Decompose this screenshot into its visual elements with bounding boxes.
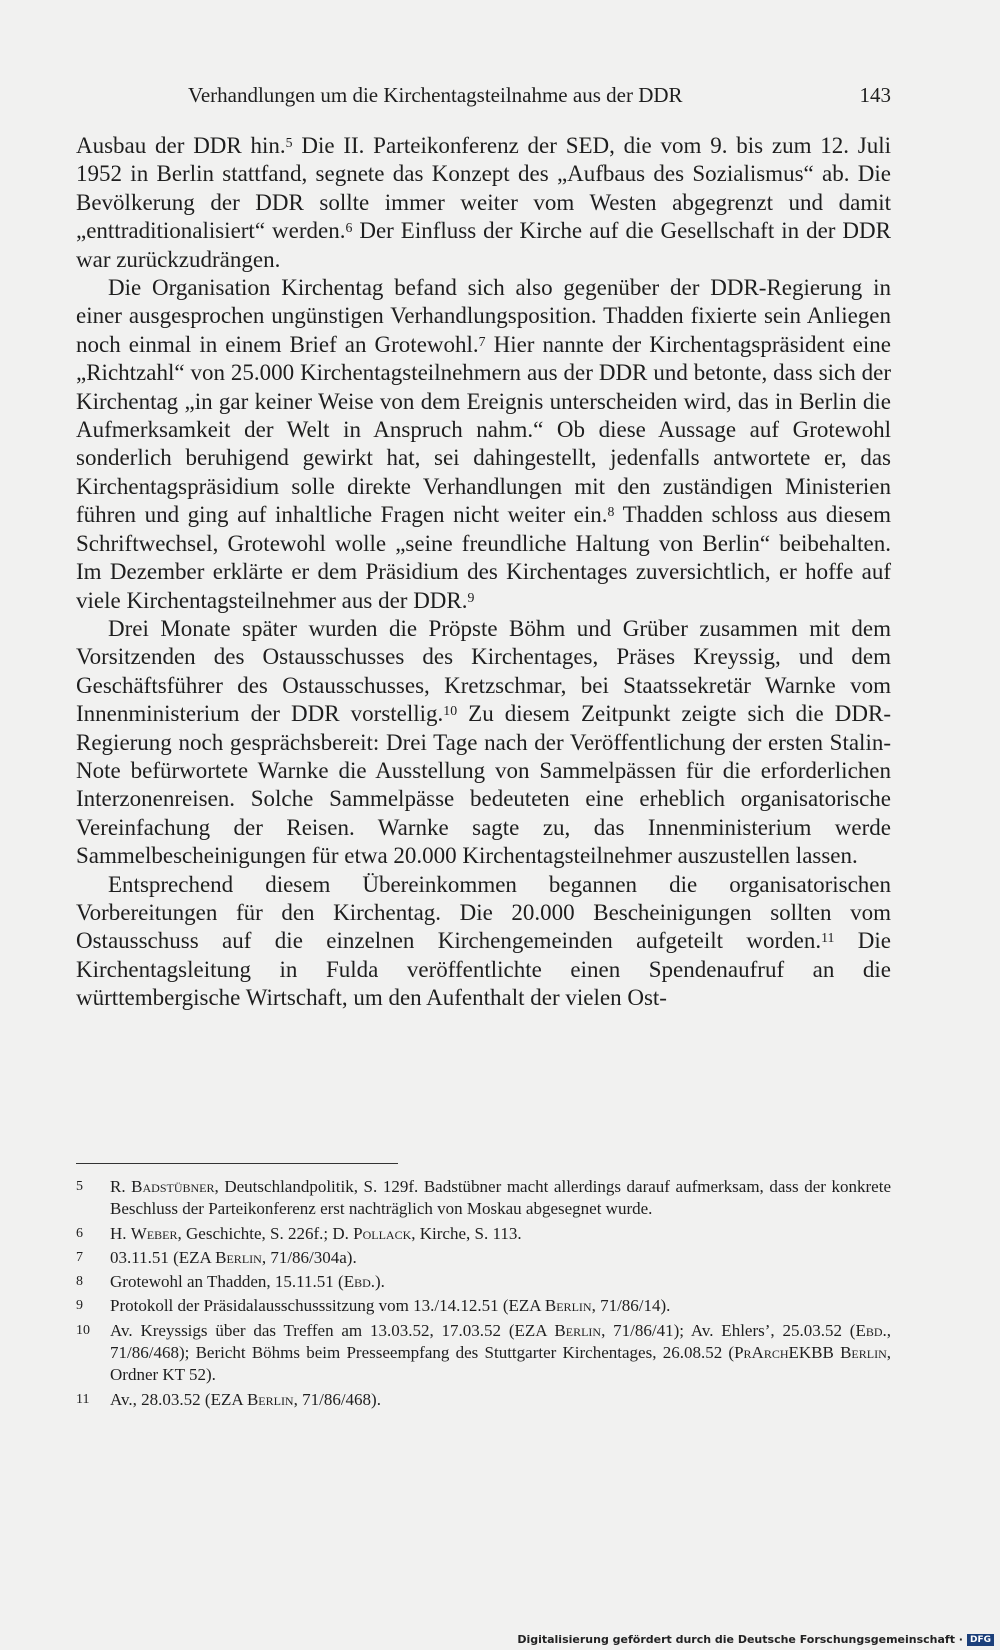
text-run: Ausbau der DDR hin. [76, 133, 286, 158]
text-run: , 71/86/14). [591, 1296, 671, 1316]
author-name: Ebd. [343, 1272, 376, 1292]
text-run: , 71/86/304a). [261, 1247, 357, 1267]
text-run: 03.11.51 (EZA [110, 1247, 216, 1267]
author-name: Berlin [554, 1320, 602, 1340]
footnote-reference: 6 [345, 220, 353, 236]
text-run: , Geschichte, S. 226f.; D. [177, 1223, 354, 1243]
text-run: R. [110, 1177, 132, 1196]
footnote [76, 1247, 891, 1269]
text-run: Thadden schloss aus diesem Schriftwechsel, Grotewohl wolle „seine freundliche Haltung von Berlin“ beibehalten. Im Dezember erklärte er dem Präsidium des Kirchentages zuversichtlich, er hoffe auf viele Kirchentagsteilnehmer aus der DDR. [76, 502, 891, 613]
body-paragraph [76, 871, 891, 1013]
text-run: Grotewohl an Thadden, 15.11.51 ( [110, 1272, 344, 1292]
text-run: Zu diesem Zeitpunkt zeigte sich die DDR-Regierung noch gesprächsbereit: Drei Tage nach der Veröffentlichung der ersten Stalin-Note befürwortete Warnke die Ausstellung von Sammelpässen für die erforderlichen Interzonenreisen. Solche Sammelpässe bedeuteten eine erheblich organisatorische Vereinfachung der Reisen. Warnke sagte zu, das Innenministerium werde Sammelbescheinigungen für etwa 20.000 Kirchentagsteilnehmer auszustellen lassen. [76, 701, 891, 869]
author-name: Ebd. [855, 1320, 887, 1340]
footnote-number: 8 [76, 1274, 83, 1290]
text-run: , 71/86/468); Bericht Böhms beim Presseempfang des Stuttgarter Kirchentages, 26.08.52 ( [110, 1320, 891, 1363]
body-paragraph [76, 274, 891, 615]
dfg-logo: DFG [967, 1634, 994, 1646]
footnote-number: 10 [76, 1322, 90, 1338]
text-run: Protokoll der Präsidalausschusssitzung vom 13./14.12.51 (EZA [110, 1296, 545, 1316]
footnote [76, 1389, 891, 1411]
footnotes [76, 1176, 891, 1413]
footnote [76, 1176, 891, 1221]
footnote-reference: 8 [607, 504, 615, 520]
text-run: Die Organisation Kirchentag befand sich also gegenüber der DDR-Regierung in einer ausgesprochen ungünstigen Verhandlungsposition. Thadden fixierte sein Anliegen noch einmal in einem Brief an Grotewohl. [76, 275, 891, 357]
text-run: , 71/86/41); Av. Ehlers’, 25.03.52 ( [601, 1320, 856, 1340]
footnote-number: 6 [76, 1225, 83, 1241]
footnote-number: 9 [76, 1298, 83, 1314]
text-run: Die II. Parteikonferenz der SED, die vom 9. bis zum 12. Juli 1952 in Berlin stattfand, segnete das Konzept des „Aufbaus des Sozialismus“ ab. Die Bevölkerung der DDR sollte immer weiter vom Westen abgegrenzt und damit „enttraditionalisiert“ werden. [76, 133, 891, 244]
text-run: Entsprechend diesem Übereinkommen begannen die organisatorischen Vorbereitungen für den Kirchentag. Die 20.000 Bescheinigungen sollten vom Ostausschuss auf die einzelnen Kirchengemeinden aufgeteilt worden. [76, 871, 891, 954]
author-name: Badstübner [131, 1177, 215, 1196]
author-name: Weber [130, 1223, 178, 1243]
footnote-number: 5 [76, 1179, 83, 1194]
digitization-credit [517, 1633, 994, 1646]
page-number: 143 [859, 83, 891, 107]
footnote-number: 7 [76, 1249, 83, 1265]
footnote-number: 11 [76, 1391, 90, 1407]
footnote-reference: 7 [478, 333, 486, 349]
text-run: H. [110, 1223, 131, 1243]
running-header [76, 78, 891, 112]
footnote [76, 1320, 891, 1387]
body-paragraph [76, 615, 891, 871]
footnote [76, 1271, 891, 1293]
text-run: Av., 28.03.52 (EZA [110, 1389, 247, 1409]
footnote [76, 1223, 891, 1245]
running-title: Verhandlungen um die Kirchentagsteilnahme aus der DDR [188, 83, 683, 107]
author-name: Pollack [353, 1223, 412, 1243]
text-run: Av. Kreyssigs über das Treffen am 13.03.52, 17.03.52 (EZA [110, 1320, 555, 1340]
footnote [76, 1295, 891, 1317]
footnote-reference: 10 [443, 702, 458, 718]
text-run: , Ordner KT 52). [110, 1343, 891, 1385]
footnote-reference: 11 [821, 930, 835, 946]
author-name: Berlin [215, 1247, 262, 1267]
footnote-reference: 9 [467, 589, 475, 605]
text-run: Die Kirchentagsleitung in Fulda veröffentlichte einen Spendenaufruf an die württembergische Wirtschaft, um den Aufenthalt der vielen Ost- [76, 928, 891, 1011]
author-name: Berlin [544, 1296, 592, 1316]
footnote-divider [76, 1163, 398, 1164]
author-name: PrArchEKBB Berlin [734, 1343, 887, 1363]
text-run: Der Einfluss der Kirche auf die Gesellschaft in der DDR war zurückzudrängen. [76, 218, 891, 272]
author-name: Berlin [246, 1389, 294, 1409]
text-run: ). [375, 1272, 385, 1292]
text-run: , 71/86/468). [293, 1389, 381, 1409]
text-run: , Deutschlandpolitik, S. 129f. Badstübner macht allerdings darauf aufmerksam, dass der konkrete Beschluss der Parteikonferenz erst nachträglich von Moskau abgesegnet wurde. [110, 1177, 891, 1219]
footnote-reference: 5 [285, 134, 293, 150]
body-paragraph [76, 132, 891, 274]
credit-text: Digitalisierung gefördert durch die Deutsche Forschungsgemeinschaft · [517, 1633, 963, 1646]
text-run: , Kirche, S. 113. [411, 1223, 522, 1243]
body-text [76, 132, 891, 1013]
text-run: Hier nannte der Kirchentagspräsident eine „Richtzahl“ von 25.000 Kirchentagsteilnehmern aus der DDR und betonte, dass sich der Kirchentag „in gar keiner Weise von dem Ereignis unterscheiden wird, das in Berlin die Aufmerksamkeit der Welt in Anspruch nahm.“ Ob diese Aussage auf Grotewohl sonderlich beruhigend gewirkt hat, sei dahingestellt, jedenfalls antwortete er, das Kirchentagspräsidium solle direkte Verhandlungen mit den zuständigen Ministerien führen und ging auf inhaltliche Fragen nicht weiter ein. [76, 331, 891, 528]
text-run: Drei Monate später wurden die Pröpste Böhm und Grüber zusammen mit dem Vorsitzenden des Ostausschusses des Kirchentages, Präses Kreyssig, und dem Geschäftsführer des Ostausschusses, Kretzschmar, bei Staatssekretär Warnke vom Innenministerium der DDR vorstellig. [76, 615, 891, 727]
